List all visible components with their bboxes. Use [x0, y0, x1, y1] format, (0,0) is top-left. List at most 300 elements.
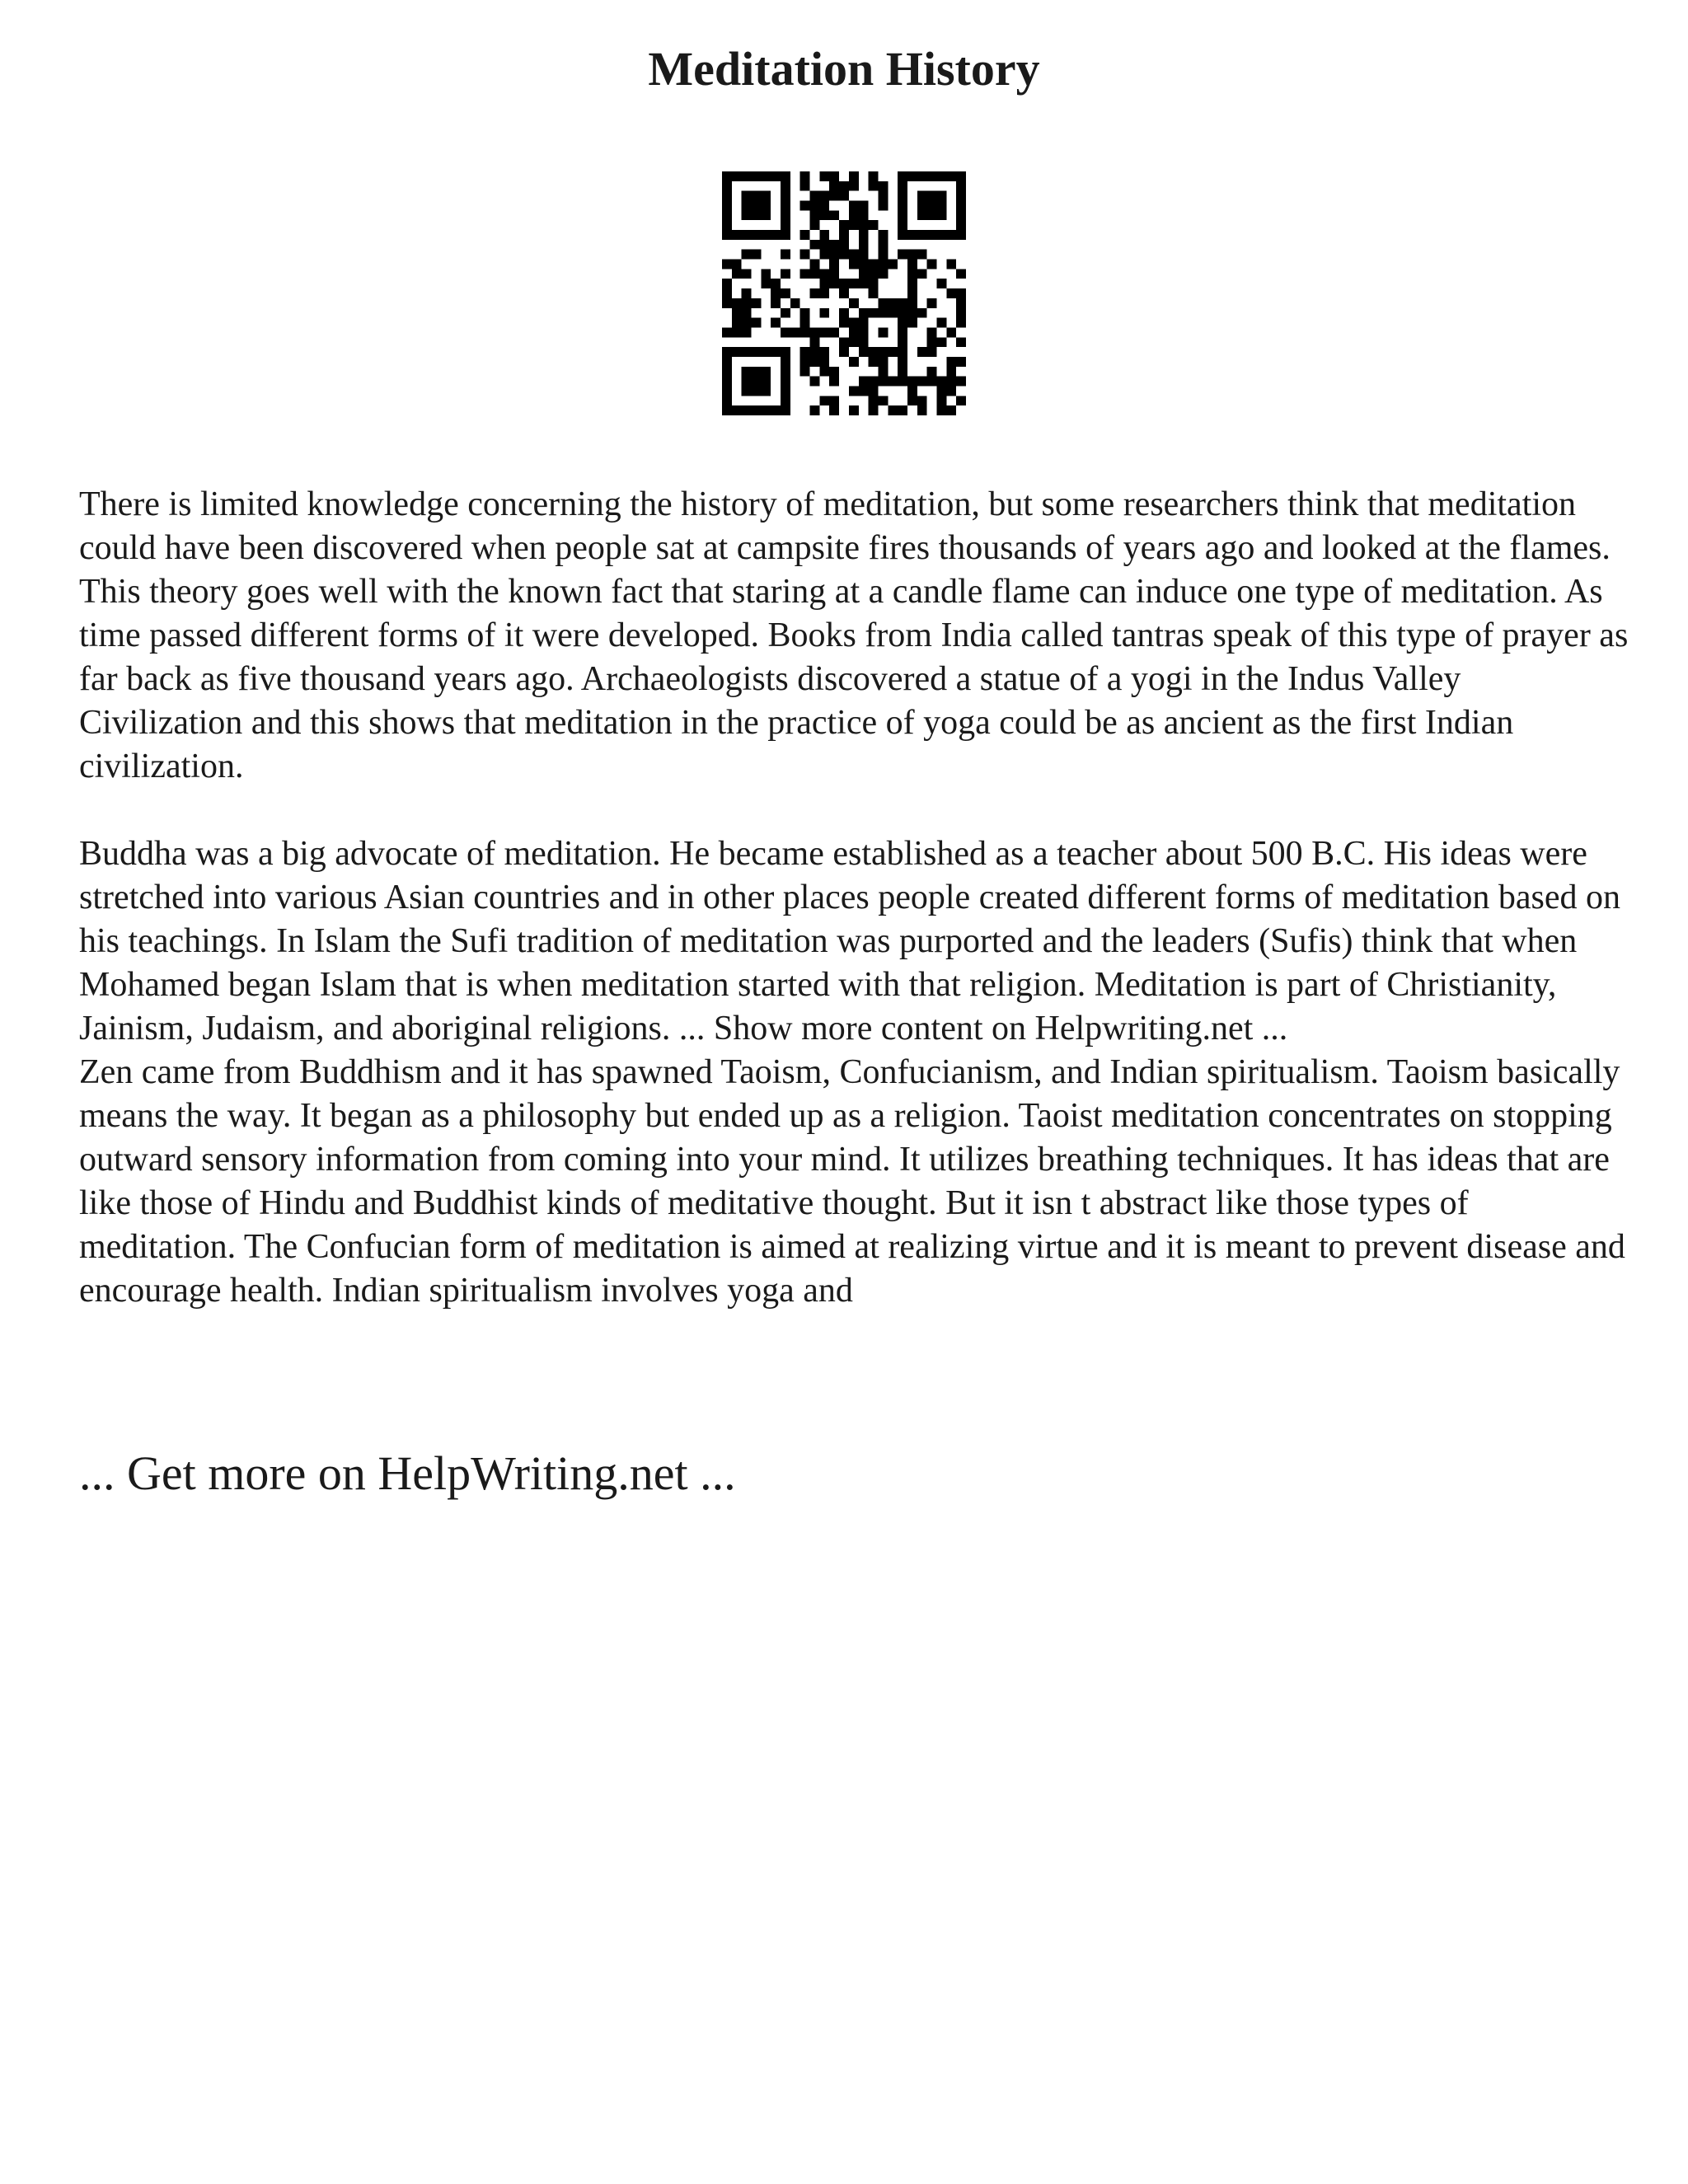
- qr-module: [898, 250, 907, 260]
- qr-module: [781, 230, 790, 240]
- qr-module: [800, 347, 810, 357]
- qr-module: [869, 357, 879, 367]
- qr-module: [790, 327, 800, 337]
- qr-module: [732, 260, 742, 269]
- qr-module: [722, 171, 732, 181]
- qr-module: [742, 288, 752, 298]
- paragraph-gap: [79, 789, 1629, 832]
- qr-module: [800, 367, 810, 377]
- qr-module: [878, 191, 888, 201]
- qr-module: [898, 181, 907, 191]
- qr-module: [732, 171, 742, 181]
- qr-module: [927, 260, 937, 269]
- qr-module: [800, 318, 810, 328]
- qr-module: [956, 210, 966, 220]
- qr-module: [781, 405, 790, 415]
- qr-module: [917, 405, 927, 415]
- qr-module: [829, 327, 839, 337]
- qr-module: [956, 308, 966, 318]
- qr-module: [859, 230, 869, 240]
- qr-module: [800, 171, 810, 181]
- qr-module: [781, 210, 790, 220]
- qr-module: [849, 318, 859, 328]
- qr-module: [907, 171, 917, 181]
- qr-module: [859, 269, 869, 279]
- qr-module: [810, 269, 820, 279]
- qr-module: [819, 269, 829, 279]
- qr-module: [878, 260, 888, 269]
- qr-module: [839, 181, 849, 191]
- article-body: [79, 483, 1629, 1313]
- qr-module: [829, 367, 839, 377]
- qr-module: [781, 181, 790, 191]
- qr-module: [936, 279, 946, 288]
- qr-module: [761, 230, 771, 240]
- qr-module: [898, 318, 907, 328]
- qr-module: [898, 337, 907, 347]
- qr-module: [936, 191, 946, 201]
- qr-module: [878, 308, 888, 318]
- qr-module: [829, 210, 839, 220]
- qr-module: [878, 181, 888, 191]
- qr-module: [810, 260, 820, 269]
- qr-module: [752, 230, 762, 240]
- qr-module: [742, 318, 752, 328]
- qr-module: [819, 367, 829, 377]
- qr-module: [917, 396, 927, 405]
- qr-module: [732, 405, 742, 415]
- qr-module: [810, 347, 820, 357]
- qr-module: [888, 347, 898, 357]
- qr-module: [898, 191, 907, 201]
- qr-module: [898, 230, 907, 240]
- qr-module: [722, 260, 732, 269]
- qr-module: [946, 377, 956, 387]
- paragraph-3: Zen came from Buddhism and it has spawned Taoism, Confucianism, and Indian spiritualism. Taoism basically means the way. It began as a philosophy but ended up as a religion. Taoist meditation concentrates on stopping outward sensory information from coming into your mind. It utilizes breathing techniques. It has ideas that are like those of Hindu and Buddhist kinds of meditative thought. But it isn t abstract like those types of meditation. The Confucian form of meditation is aimed at realizing virtue and it is meant to prevent disease and encourage health. Indian spiritualism involves yoga and: [79, 1053, 1625, 1310]
- qr-module: [742, 250, 752, 260]
- qr-module: [888, 298, 898, 308]
- qr-module: [810, 240, 820, 250]
- qr-module: [722, 191, 732, 201]
- qr-module: [878, 377, 888, 387]
- qr-module: [927, 347, 937, 357]
- qr-module: [732, 269, 742, 279]
- qr-module: [742, 377, 752, 387]
- qr-module: [878, 201, 888, 211]
- qr-module: [936, 396, 946, 405]
- qr-module: [859, 377, 869, 387]
- qr-module: [761, 269, 771, 279]
- qr-module: [800, 250, 810, 260]
- qr-module: [722, 357, 732, 367]
- qr-module: [956, 298, 966, 308]
- qr-module: [849, 220, 859, 230]
- qr-module: [771, 405, 781, 415]
- qr-module: [839, 318, 849, 328]
- qr-module: [898, 220, 907, 230]
- qr-module: [771, 318, 781, 328]
- qr-module: [907, 269, 917, 279]
- qr-module: [927, 327, 937, 337]
- qr-module: [849, 386, 859, 396]
- qr-module: [878, 240, 888, 250]
- qr-module: [810, 210, 820, 220]
- qr-module: [859, 240, 869, 250]
- qr-module: [829, 171, 839, 181]
- qr-module: [819, 240, 829, 250]
- qr-module: [907, 288, 917, 298]
- qr-module: [956, 337, 966, 347]
- qr-module: [742, 230, 752, 240]
- qr-module: [742, 210, 752, 220]
- qr-module: [898, 298, 907, 308]
- paragraph-1: There is limited knowledge concerning the history of meditation, but some researchers think that meditation could have been discovered when people sat at campsite fires thousands of years ago and looked at the flames. This theory goes well with the known fact that staring at a candle flame can induce one type of meditation. As time passed different forms of it were developed. Books from India called tantras speak of this type of prayer as far back as five thousand years ago. Archaeologists discovered a statue of a yogi in the Indus Valley Civilization and this shows that meditation in the practice of yoga could be as ancient as the first Indian civilization.: [79, 485, 1629, 785]
- qr-module: [800, 269, 810, 279]
- qr-module: [722, 347, 732, 357]
- qr-module: [722, 230, 732, 240]
- qr-module: [800, 181, 810, 191]
- qr-module: [810, 201, 820, 211]
- qr-module: [917, 171, 927, 181]
- qr-module: [761, 377, 771, 387]
- qr-module: [771, 347, 781, 357]
- qr-module: [927, 230, 937, 240]
- qr-module: [936, 386, 946, 396]
- qr-module: [810, 337, 820, 347]
- paragraph-2: Buddha was a big advocate of meditation. He became established as a teacher about 500 B.C. His ideas were stretched into various Asian countries and in other places people created different forms of meditation based on his teachings. In Islam the Sufi tradition of meditation was purported and the leaders (Sufis) think that when Mohamed began Islam that is when meditation started with that religion. Meditation is part of Christianity, Jainism, Judaism, and aboriginal religions. ... Show more content on Helpwriting.net ...: [79, 835, 1620, 1047]
- qr-module: [742, 327, 752, 337]
- qr-module: [859, 318, 869, 328]
- qr-module: [849, 171, 859, 181]
- qr-module: [956, 377, 966, 387]
- qr-module: [781, 250, 790, 260]
- qr-module: [839, 250, 849, 260]
- qr-module: [752, 250, 762, 260]
- qr-module: [849, 181, 859, 191]
- qr-module: [771, 171, 781, 181]
- qr-module: [927, 171, 937, 181]
- qr-module: [859, 347, 869, 357]
- qr-module: [946, 230, 956, 240]
- qr-module: [839, 191, 849, 201]
- qr-module: [819, 250, 829, 260]
- qr-module: [898, 367, 907, 377]
- qr-module: [917, 308, 927, 318]
- qr-module: [869, 396, 879, 405]
- qr-module: [859, 327, 869, 337]
- qr-module: [800, 308, 810, 318]
- qr-module: [907, 260, 917, 269]
- qr-module: [819, 210, 829, 220]
- qr-module: [936, 318, 946, 328]
- qr-module: [898, 210, 907, 220]
- qr-module: [878, 298, 888, 308]
- qr-module: [742, 386, 752, 396]
- qr-module: [732, 318, 742, 328]
- qr-module: [839, 230, 849, 240]
- qr-module: [800, 327, 810, 337]
- qr-module: [810, 377, 820, 387]
- qr-module: [917, 269, 927, 279]
- qr-module: [849, 279, 859, 288]
- qr-module: [819, 279, 829, 288]
- qr-module: [732, 230, 742, 240]
- qr-module: [781, 220, 790, 230]
- qr-module: [869, 386, 879, 396]
- qr-module: [800, 201, 810, 211]
- qr-module: [742, 347, 752, 357]
- qr-module: [781, 396, 790, 405]
- qr-module: [752, 298, 762, 308]
- qr-module: [927, 298, 937, 308]
- qr-module: [907, 230, 917, 240]
- qr-module: [869, 260, 879, 269]
- qr-module: [742, 298, 752, 308]
- qr-module: [946, 260, 956, 269]
- qr-module: [878, 230, 888, 240]
- qr-module: [829, 181, 839, 191]
- qr-module: [907, 386, 917, 396]
- qr-module: [839, 220, 849, 230]
- qr-module: [829, 191, 839, 201]
- qr-module: [829, 405, 839, 415]
- qr-module: [781, 367, 790, 377]
- qr-module: [829, 240, 839, 250]
- qr-module: [936, 377, 946, 387]
- qr-module: [898, 171, 907, 181]
- qr-module: [800, 230, 810, 240]
- qr-module: [839, 279, 849, 288]
- qr-module: [722, 377, 732, 387]
- qr-module: [956, 396, 966, 405]
- qr-module: [742, 171, 752, 181]
- qr-module: [956, 191, 966, 201]
- qr-module: [869, 405, 879, 415]
- qr-module: [810, 220, 820, 230]
- qr-module: [869, 288, 879, 298]
- qr-module: [859, 260, 869, 269]
- qr-module: [907, 318, 917, 328]
- qr-module: [907, 298, 917, 308]
- qr-module: [722, 386, 732, 396]
- qr-module: [781, 308, 790, 318]
- qr-module: [869, 181, 879, 191]
- qr-module: [878, 269, 888, 279]
- qr-module: [849, 201, 859, 211]
- qr-module: [761, 201, 771, 211]
- qr-module: [752, 367, 762, 377]
- qr-module: [742, 269, 752, 279]
- qr-module: [878, 327, 888, 337]
- qr-module: [781, 288, 790, 298]
- qr-module: [732, 308, 742, 318]
- qr-module: [732, 298, 742, 308]
- qr-module: [936, 210, 946, 220]
- qr-module: [819, 396, 829, 405]
- qr-module: [869, 279, 879, 288]
- qr-module: [819, 327, 829, 337]
- qr-module: [771, 230, 781, 240]
- qr-module: [898, 357, 907, 367]
- qr-module: [722, 210, 732, 220]
- qr-module: [722, 298, 732, 308]
- qr-module: [878, 347, 888, 357]
- qr-module: [907, 377, 917, 387]
- qr-module: [742, 405, 752, 415]
- qr-module: [722, 327, 732, 337]
- qr-module: [869, 171, 879, 181]
- qr-module: [781, 377, 790, 387]
- qr-module: [898, 308, 907, 318]
- qr-module: [839, 308, 849, 318]
- qr-module: [898, 327, 907, 337]
- qr-module: [722, 396, 732, 405]
- qr-module: [878, 367, 888, 377]
- qr-module: [742, 367, 752, 377]
- qr-module: [781, 191, 790, 201]
- qr-module: [810, 327, 820, 337]
- qr-module: [927, 210, 937, 220]
- qr-module: [917, 201, 927, 211]
- qr-module: [849, 298, 859, 308]
- qr-module: [946, 405, 956, 415]
- qr-module: [810, 405, 820, 415]
- qr-module: [927, 367, 937, 377]
- qr-module: [927, 201, 937, 211]
- qr-module: [849, 357, 859, 367]
- qr-module: [869, 377, 879, 387]
- qr-module: [752, 347, 762, 357]
- qr-module: [829, 269, 839, 279]
- qr-module: [732, 327, 742, 337]
- qr-module: [819, 230, 829, 240]
- qr-module: [907, 308, 917, 318]
- qr-module: [936, 405, 946, 415]
- qr-module: [800, 357, 810, 367]
- qr-module: [849, 210, 859, 220]
- qr-module: [839, 240, 849, 250]
- qr-module: [829, 250, 839, 260]
- qr-module: [917, 377, 927, 387]
- qr-module: [859, 279, 869, 288]
- qr-module: [849, 260, 859, 269]
- qr-module: [771, 288, 781, 298]
- qr-module: [752, 201, 762, 211]
- qr-module: [946, 288, 956, 298]
- qr-module: [781, 347, 790, 357]
- qr-module: [869, 347, 879, 357]
- qr-module: [956, 220, 966, 230]
- qr-module: [722, 220, 732, 230]
- qr-module: [752, 171, 762, 181]
- qr-module: [781, 201, 790, 211]
- qr-module: [898, 201, 907, 211]
- qr-module: [859, 386, 869, 396]
- qr-module: [917, 230, 927, 240]
- qr-module: [790, 298, 800, 308]
- qr-module: [722, 181, 732, 191]
- qr-module: [839, 347, 849, 357]
- qr-module: [781, 327, 790, 337]
- qr-module: [752, 191, 762, 201]
- qr-module: [898, 405, 907, 415]
- qr-module: [722, 201, 732, 211]
- qr-module: [761, 279, 771, 288]
- qr-module: [829, 279, 839, 288]
- qr-module: [907, 279, 917, 288]
- qr-module: [781, 386, 790, 396]
- qr-module: [742, 191, 752, 201]
- qr-module: [869, 220, 879, 230]
- qr-module: [761, 347, 771, 357]
- qr-module: [936, 337, 946, 347]
- qr-module: [742, 308, 752, 318]
- qr-module: [752, 318, 762, 328]
- qr-module: [722, 367, 732, 377]
- qr-module: [859, 337, 869, 347]
- qr-module: [917, 250, 927, 260]
- qr-module: [849, 250, 859, 260]
- qr-module: [859, 201, 869, 211]
- qr-module: [927, 337, 937, 347]
- qr-module: [869, 308, 879, 318]
- qr-module: [810, 288, 820, 298]
- qr-module: [956, 288, 966, 298]
- qr-module: [829, 260, 839, 269]
- qr-module: [946, 367, 956, 377]
- qr-module: [819, 201, 829, 211]
- qr-module: [781, 171, 790, 181]
- qr-module: [956, 171, 966, 181]
- qr-module: [722, 279, 732, 288]
- page-title: Meditation History: [648, 42, 1040, 96]
- qr-module: [946, 357, 956, 367]
- qr-module: [732, 347, 742, 357]
- qr-module: [888, 377, 898, 387]
- qr-module: [819, 191, 829, 201]
- qr-module: [936, 201, 946, 211]
- qr-module: [946, 386, 956, 396]
- qr-module: [956, 181, 966, 191]
- qr-module: [819, 171, 829, 181]
- qr-code-icon: [722, 171, 966, 415]
- qr-module: [819, 347, 829, 357]
- qr-module: [898, 377, 907, 387]
- get-more-link[interactable]: ... Get more on HelpWriting.net ...: [79, 1446, 736, 1500]
- qr-module: [752, 405, 762, 415]
- qr-module: [810, 191, 820, 201]
- qr-module: [927, 377, 937, 387]
- qr-module: [878, 396, 888, 405]
- qr-module: [936, 230, 946, 240]
- qr-module: [917, 347, 927, 357]
- qr-module: [849, 405, 859, 415]
- qr-module: [859, 210, 869, 220]
- qr-module: [722, 405, 732, 415]
- qr-module: [956, 357, 966, 367]
- qr-module: [761, 191, 771, 201]
- qr-module: [771, 279, 781, 288]
- qr-module: [810, 357, 820, 367]
- qr-module: [819, 357, 829, 367]
- qr-module: [781, 357, 790, 367]
- qr-module: [888, 405, 898, 415]
- qr-module: [839, 288, 849, 298]
- qr-module: [946, 327, 956, 337]
- qr-module: [927, 191, 937, 201]
- qr-module: [917, 191, 927, 201]
- qr-module: [752, 377, 762, 387]
